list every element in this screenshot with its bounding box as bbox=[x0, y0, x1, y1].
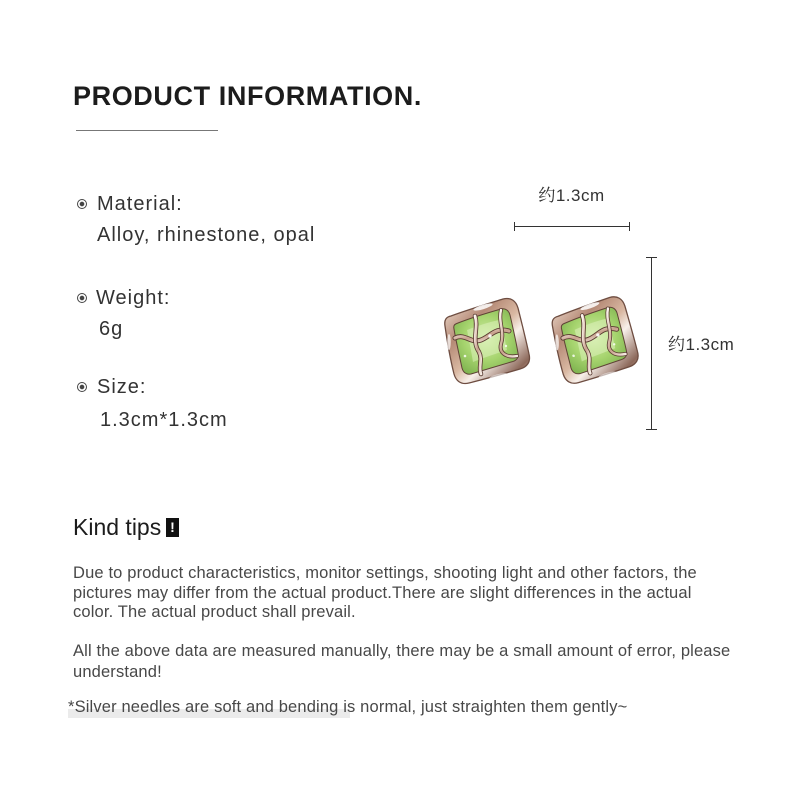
spec-value-size: 1.3cm*1.3cm bbox=[100, 409, 228, 431]
kind-tips-heading: Kind tips bbox=[73, 514, 162, 540]
left-earring bbox=[445, 298, 530, 383]
care-note: *Silver needles are soft and bending is normal, just straighten them gently~ bbox=[68, 698, 628, 716]
height-dimension-cap-bottom bbox=[646, 429, 657, 430]
height-dimension-line bbox=[651, 257, 652, 430]
measurement-paragraph bbox=[73, 641, 730, 682]
circle-dot-icon bbox=[77, 382, 87, 392]
spec-label-size: Size: bbox=[97, 376, 147, 398]
earrings-product-image bbox=[430, 285, 650, 397]
paragraph-line: color. The actual product shall prevail. bbox=[73, 603, 356, 621]
height-dimension-label: 约1.3cm bbox=[668, 335, 735, 354]
spec-value-weight: 6g bbox=[99, 318, 124, 340]
width-dimension-cap-left bbox=[514, 222, 515, 231]
width-dimension-cap-right bbox=[629, 222, 630, 231]
paragraph-line: Due to product characteristics, monitor settings, shooting light and other factors, the bbox=[73, 564, 697, 582]
right-earring bbox=[551, 296, 639, 384]
width-dimension-line bbox=[514, 226, 630, 227]
spec-value-material: Alloy, rhinestone, opal bbox=[97, 224, 316, 246]
circle-dot-icon bbox=[77, 199, 87, 209]
exclamation-icon: ! bbox=[166, 518, 179, 537]
spec-label-weight: Weight: bbox=[96, 287, 171, 309]
paragraph-line: All the above data are measured manually, there may be a small amount of error, please bbox=[73, 642, 731, 660]
title-underline bbox=[76, 130, 218, 131]
paragraph-line: pictures may differ from the actual product.There are slight differences in the actual bbox=[73, 583, 692, 602]
height-dimension-cap-top bbox=[646, 257, 657, 258]
paragraph-line: understand! bbox=[73, 662, 162, 681]
spec-label-material: Material: bbox=[97, 193, 183, 215]
page-title: PRODUCT INFORMATION. bbox=[73, 81, 422, 111]
disclaimer-paragraph bbox=[73, 564, 697, 623]
width-dimension-label: 约1.3cm bbox=[538, 186, 605, 205]
circle-dot-icon bbox=[77, 293, 87, 303]
